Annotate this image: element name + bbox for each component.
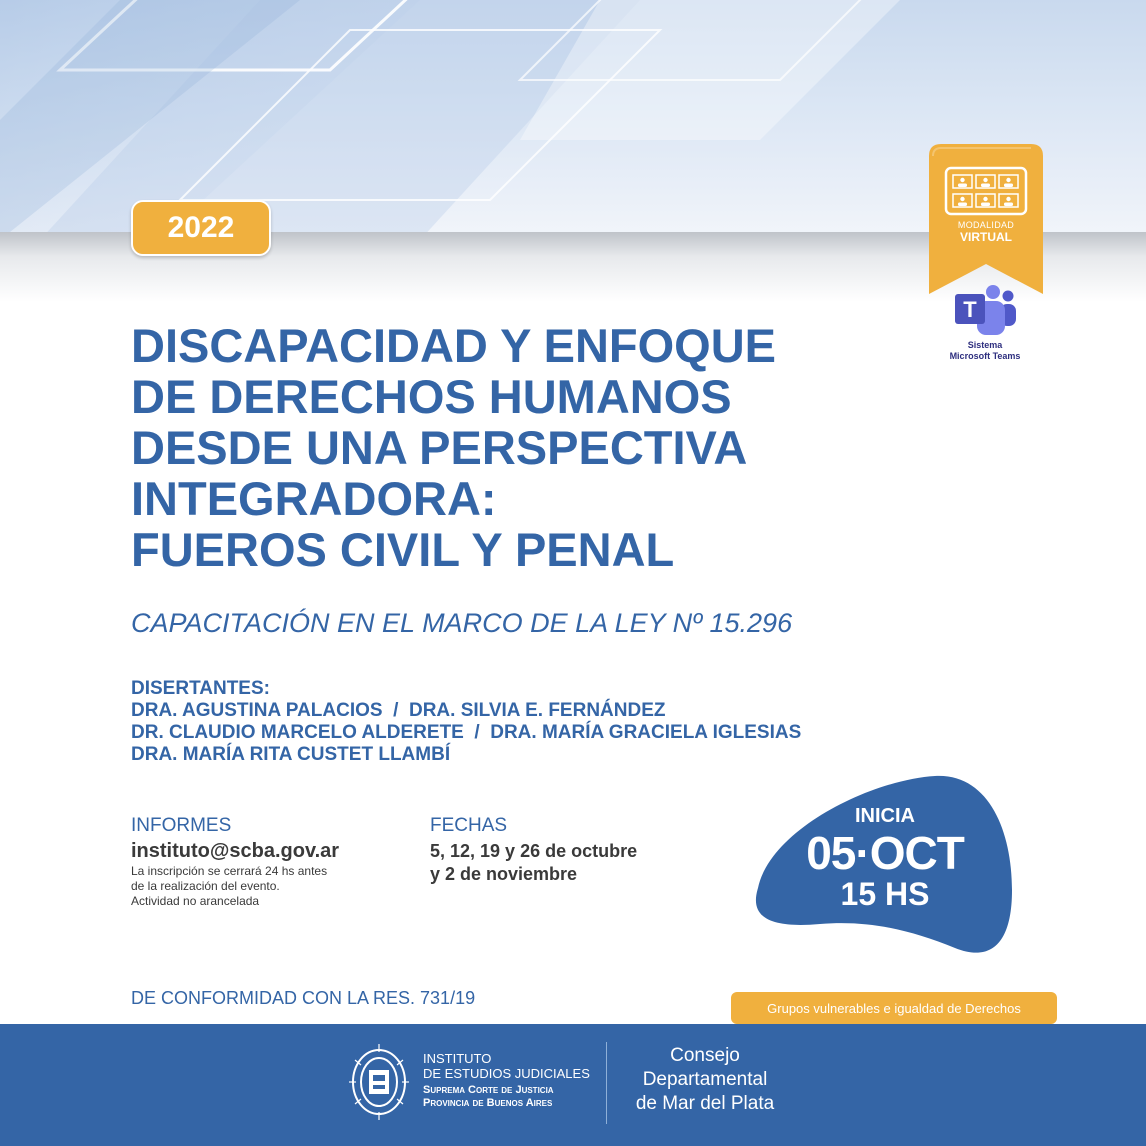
title-line: DE DERECHOS HUMANOS bbox=[131, 370, 732, 423]
council-line: de Mar del Plata bbox=[635, 1093, 775, 1114]
title-line: FUEROS CIVIL Y PENAL bbox=[131, 523, 675, 576]
dates-line: 5, 12, 19 y 26 de octubre bbox=[430, 841, 638, 861]
court-seal-icon bbox=[345, 1040, 413, 1120]
court-line: Provincia de Buenos Aires bbox=[423, 1097, 553, 1109]
platform-label bbox=[930, 340, 1040, 362]
title-line: DISCAPACIDAD Y ENFOQUE bbox=[131, 319, 777, 372]
info-heading: INFORMES bbox=[131, 815, 232, 836]
institute-line: DE ESTUDIOS JUDICIALES bbox=[423, 1066, 590, 1081]
start-label: INICIA bbox=[855, 805, 915, 827]
modality-ribbon bbox=[929, 144, 1043, 294]
dates-heading: FECHAS bbox=[430, 815, 508, 836]
modality-value: VIRTUAL bbox=[960, 230, 1012, 244]
speaker-line: DRA. AGUSTINA PALACIOS / DRA. SILVIA E. FERNÁNDEZ bbox=[131, 700, 666, 721]
info-email-link[interactable]: instituto@scba.gov.ar bbox=[131, 840, 340, 862]
category-tag: Grupos vulnerables e igualdad de Derechos bbox=[731, 992, 1057, 1024]
info-notes bbox=[131, 864, 327, 909]
dates-values bbox=[430, 840, 637, 886]
title-line: DESDE UNA PERSPECTIVA bbox=[131, 421, 748, 474]
institute-line: INSTITUTO bbox=[423, 1051, 492, 1066]
footer-divider bbox=[606, 1042, 607, 1124]
speaker-line: DRA. MARÍA RITA CUSTET LLAMBÍ bbox=[131, 744, 451, 765]
speakers-block bbox=[131, 678, 801, 766]
resolution-note: DE CONFORMIDAD CON LA RES. 731/19 bbox=[131, 988, 476, 1008]
start-time: 15 HS bbox=[840, 876, 930, 912]
info-note-line: Actividad no arancelada bbox=[131, 894, 260, 908]
year-badge: 2022 bbox=[131, 200, 271, 256]
council-name bbox=[620, 1044, 790, 1116]
course-subtitle: CAPACITACIÓN EN EL MARCO DE LA LEY Nº 15.296 bbox=[131, 608, 793, 638]
modality-label: MODALIDAD bbox=[957, 220, 1015, 230]
speakers-heading: DISERTANTES: bbox=[131, 678, 270, 699]
course-title bbox=[131, 320, 891, 575]
council-line: Consejo bbox=[670, 1045, 740, 1066]
council-line: Departamental bbox=[642, 1069, 768, 1090]
microsoft-teams-icon bbox=[953, 284, 1017, 340]
court-name bbox=[423, 1084, 554, 1110]
svg-text:T: T bbox=[963, 297, 977, 322]
court-line: Suprema Corte de Justicia bbox=[423, 1084, 554, 1096]
speaker-line: DR. CLAUDIO MARCELO ALDERETE / DRA. MARÍA GRACIELA IGLESIAS bbox=[131, 722, 802, 743]
title-line: INTEGRADORA: bbox=[131, 472, 497, 525]
dates-line: y 2 de noviembre bbox=[430, 864, 578, 884]
institute-name bbox=[423, 1051, 590, 1081]
footer bbox=[0, 1024, 1146, 1146]
info-note-line: de la realización del evento. bbox=[131, 879, 280, 893]
info-note-line: La inscripción se cerrará 24 hs antes bbox=[131, 864, 328, 878]
platform-line: Sistema bbox=[967, 340, 1003, 350]
platform-line: Microsoft Teams bbox=[949, 351, 1021, 361]
start-date: 05·OCT bbox=[806, 827, 964, 879]
